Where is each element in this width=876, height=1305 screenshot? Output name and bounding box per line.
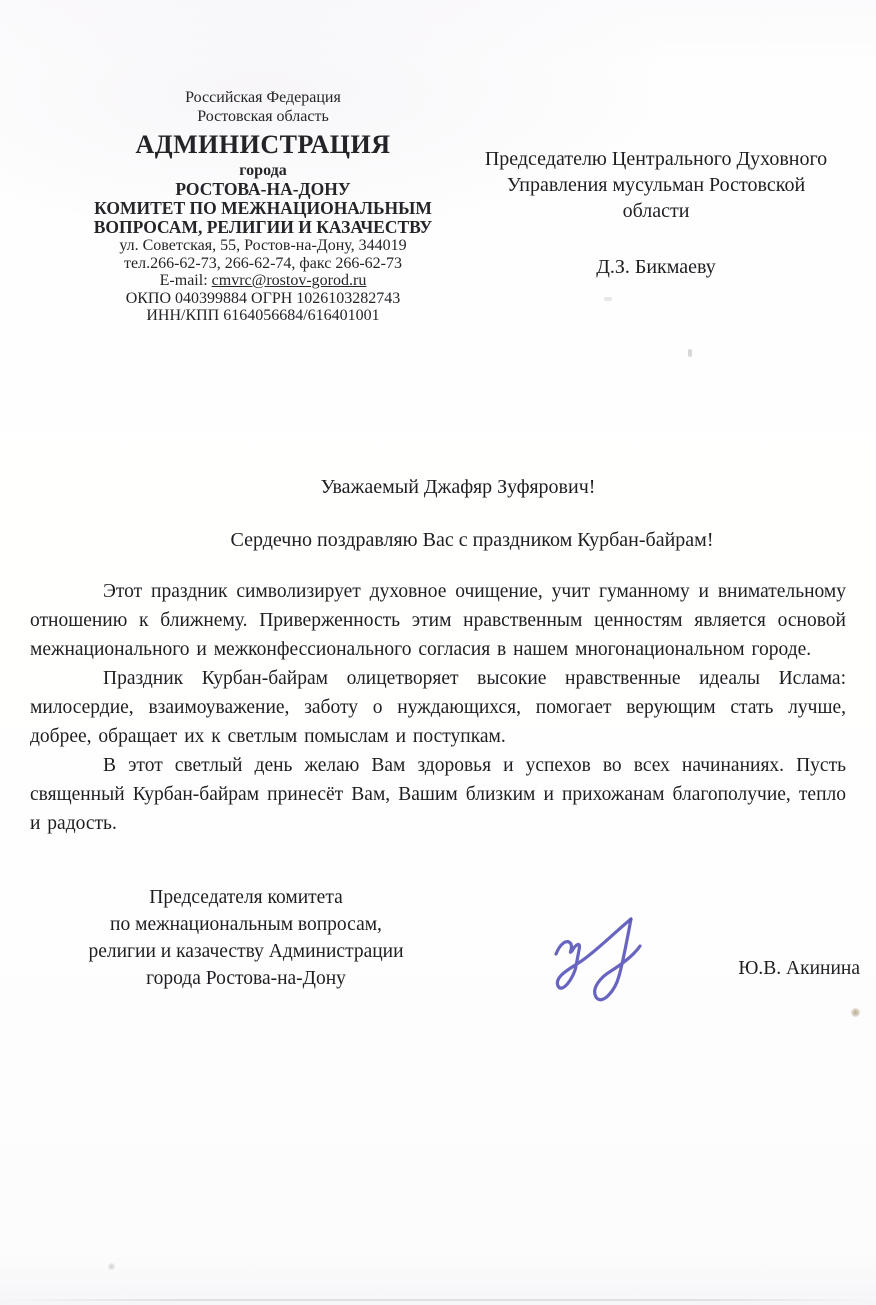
letterhead-country: Российская Федерация [185, 89, 341, 106]
letterhead-committee-line1: КОМИТЕТ ПО МЕЖНАЦИОНАЛЬНЫМ [94, 198, 432, 218]
letterhead-committee-line2: ВОПРОСАМ, РЕЛИГИИ И КАЗАЧЕСТВУ [93, 217, 433, 237]
letterhead-email-line [88, 272, 438, 290]
handwritten-signature-icon [538, 870, 690, 1018]
letterhead-okpo-ogrn: ОКПО 040399884 ОГРН 1026103282743 [125, 289, 401, 307]
salutation: Уважаемый Джафяр Зуфярович! [320, 476, 596, 498]
letterhead-region: Ростовская область [197, 108, 329, 125]
letterhead-phones: тел.266-62-73, 266-62-74, факс 266-62-73 [124, 254, 402, 272]
email-label: E-mail: [159, 272, 212, 289]
signee-name: Ю.В. Акинина [738, 958, 860, 979]
signatory-position-line: города Ростова-на-Дону [146, 968, 346, 989]
letter-body [30, 577, 846, 838]
signatory-position-line: Председателя комитета [149, 887, 343, 908]
addressee-line3: области [622, 200, 690, 222]
letterhead-street-address: ул. Советская, 55, Ростов-на-Дону, 344019 [119, 237, 407, 254]
signatory-position-block [62, 884, 430, 992]
scan-speck [688, 349, 692, 357]
letterhead-org-sub1: города [239, 162, 287, 179]
body-paragraph: Этот праздник символизирует духовное очищение, учит гуманному и внимательному отношению к ближнему. Приверженность этим нравственным ценностям является основой межнационального и межконфессионального согласия в нашем многонациональном городе. [30, 581, 846, 660]
scan-speck [108, 1263, 115, 1270]
letterhead-org-title: АДМИНИСТРАЦИЯ [135, 130, 391, 159]
scan-bottom-edge [0, 1299, 876, 1301]
body-paragraph: Праздник Курбан-байрам олицетворяет высокие нравственные идеалы Ислама: милосердие, взаимоуважение, заботу о нуждающихся, помогает верующим стать лучше, добрее, обращает их к светлым помыслам и поступкам. [30, 668, 846, 747]
scan-speck [604, 297, 612, 301]
greeting-line: Сердечно поздравляю Вас с праздником Курбан-байрам! [230, 529, 714, 551]
letterhead-inn-kpp: ИНН/КПП 6164056684/616401001 [146, 307, 380, 324]
addressee-line1: Председателю Центрального Духовного [484, 148, 828, 170]
addressee-line2: Управления мусульман Ростовской [506, 174, 806, 196]
addressee-block [440, 146, 872, 280]
addressee-name: Д.З. Бикмаеву [596, 256, 716, 278]
body-paragraph: В этот светлый день желаю Вам здоровья и успехов во всех начинаниях. Пусть священный Курбан-байрам принесёт Вам, Вашим близким и прихожанам благополучие, тепло и радость. [30, 755, 846, 834]
letterhead-org-sub2: РОСТОВА-НА-ДОНУ [175, 179, 351, 199]
signatory-position-line: по межнациональным вопросам, [110, 914, 382, 935]
signatory-position-line: религии и казачеству Администрации [88, 941, 404, 962]
letterhead [88, 88, 438, 325]
scan-speck [851, 1008, 860, 1017]
email-address: cmvrc@rostov-gorod.ru [211, 272, 367, 289]
